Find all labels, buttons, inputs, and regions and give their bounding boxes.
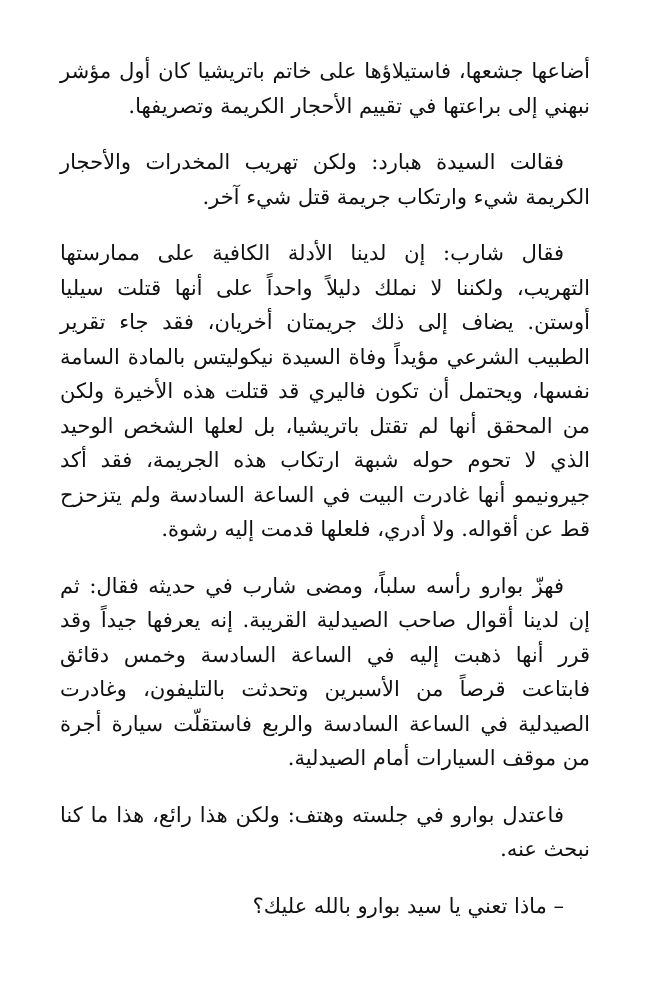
paragraph-2: فقالت السيدة هبارد: ولكن تهريب المخدرات والأحجار الكريمة شيء وارتكاب جريمة قتل شيء آخر. [60,150,590,209]
paragraph-3: فقال شارب: إن لدينا الأدلة الكافية على ممارستها التهريب، ولكننا لا نملك دليلاً واحداً على أنها قتلت سيليا أوستن. يضاف إلى ذلك جريمتان أخريان، فقد جاء تقرير الطبيب الشرعي مؤيداً وفاة السيدة نيكوليتس بالمادة السامة نفسها، ويحتمل أن تكون فاليري قد قتلت هذه الأخيرة ولكن من المحقق أنها لم تقتل باتريشيا، بل لعلها الشخص الوحيد الذي لا تحوم حوله شبهة ارتكاب هذه الجريمة، فقد أكد جيرونيمو أنها غادرت البيت في الساعة السادسة ولم يتزحزح قط عن أقواله. ولا أدري، فلعلها قدمت إليه رشوة. [60,241,590,541]
paragraph-1: أضاعها جشعها، فاستيلاؤها على خاتم باتريشيا كان أول مؤشر نبهني إلى براعتها في تقييم الأحجار الكريمة وتصريفها. [60,59,590,118]
book-page [60,54,590,923]
paragraph-5: فاعتدل بوارو في جلسته وهتف: ولكن هذا رائع، هذا ما كنا نبحث عنه. [60,802,590,861]
dialogue-line: – ماذا تعني يا سيد بوارو بالله عليك؟ [252,893,564,918]
paragraph-4: فهزّ بوارو رأسه سلباً، ومضى شارب في حديثه فقال: ثم إن لدينا أقوال صاحب الصيدلية القريبة. إنه يعرفها جيداً وقد قرر أنها ذهبت إليه في الساعة السادسة وخمس دقائق فابتاعت قرصاً من الأسبرين وتحدثت بالتليفون، وغادرت الصيدلية في الساعة السادسة والربع فاستقلّت سيارة أجرة من موقف السيارات أمام الصيدلية. [60,573,590,770]
